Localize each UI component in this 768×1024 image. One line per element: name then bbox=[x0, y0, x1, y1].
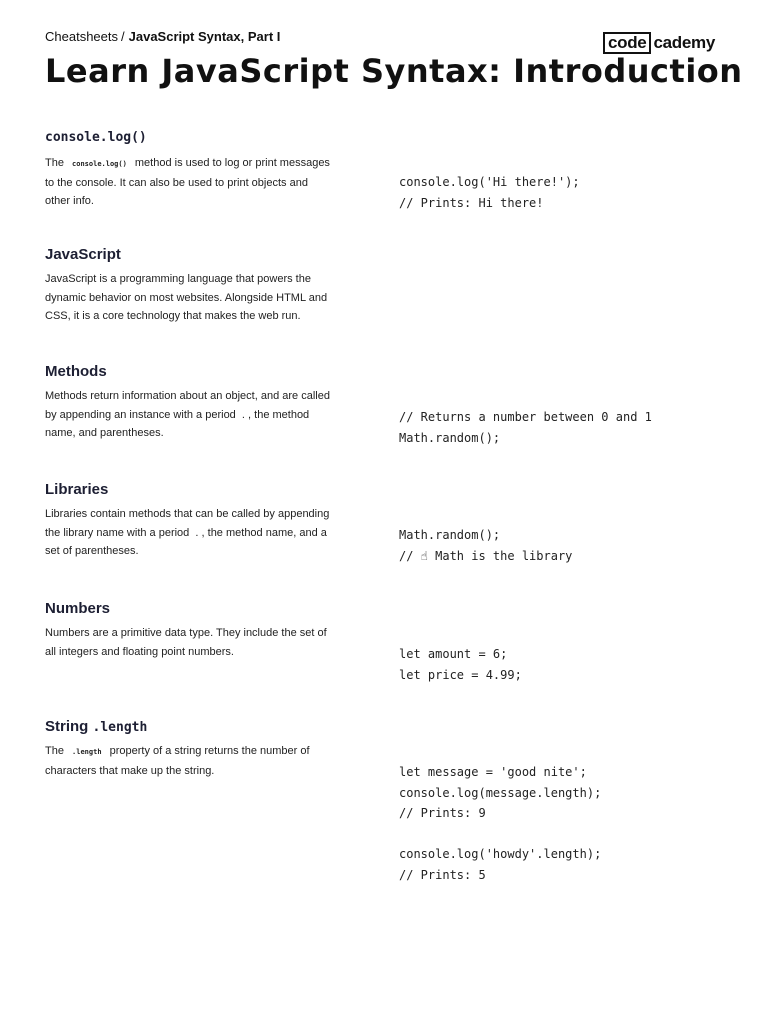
logo-cademy: cademy bbox=[653, 33, 715, 52]
inline-code: .length bbox=[72, 748, 102, 756]
section-console-log bbox=[45, 126, 725, 210]
page-title: Learn JavaScript Syntax: Introduction bbox=[45, 52, 743, 90]
section-description: Methods return information about an object, and are called by appending an instance with a period . , the method name, and parentheses. bbox=[45, 390, 334, 439]
section-description: Numbers are a primitive data type. They include the set of all integers and floating point numbers. bbox=[45, 627, 327, 658]
breadcrumb-cheatsheets-link[interactable]: Cheatsheets bbox=[45, 29, 118, 44]
inline-code: console.log() bbox=[72, 160, 127, 168]
section-string-length bbox=[45, 716, 725, 882]
codecademy-logo[interactable] bbox=[603, 32, 715, 54]
desc-text: method is used to log or print messages to the console. It can also be used to print objects and other info. bbox=[45, 157, 330, 207]
desc-text: property of a string returns the number of characters that make up the string. bbox=[45, 745, 310, 777]
code-example: // Returns a number between 0 and 1 Math.random(); bbox=[399, 410, 652, 445]
section-title bbox=[45, 126, 725, 148]
code-example: let amount = 6; let price = 4.99; bbox=[399, 647, 522, 682]
breadcrumb-current: JavaScript Syntax, Part I bbox=[128, 29, 281, 44]
page-header bbox=[45, 28, 725, 52]
section-title: Numbers bbox=[45, 600, 111, 617]
section-numbers bbox=[45, 598, 725, 682]
section-description: JavaScript is a programming language that powers the dynamic behavior on most websites. Alongside HTML and CSS, it is a core technology that makes the web run. bbox=[45, 273, 328, 322]
logo-code-box: code bbox=[603, 32, 651, 54]
section-description bbox=[45, 154, 330, 211]
section-description bbox=[45, 742, 330, 780]
desc-text: The bbox=[45, 745, 64, 757]
section-title: JavaScript bbox=[45, 246, 121, 263]
section-title: Libraries bbox=[45, 481, 109, 498]
section-javascript bbox=[45, 244, 725, 322]
section-title-text: String bbox=[45, 718, 89, 735]
section-methods bbox=[45, 361, 725, 445]
section-title: Methods bbox=[45, 363, 107, 380]
section-title-code: .length bbox=[92, 720, 148, 735]
section-title bbox=[45, 716, 725, 738]
desc-text: The bbox=[45, 157, 64, 169]
breadcrumb-separator: / bbox=[121, 29, 125, 44]
section-description: Libraries contain methods that can be called by appending the library name with a period . , the method name, and a set of parentheses. bbox=[45, 508, 333, 557]
section-title-code: console.log() bbox=[45, 130, 147, 145]
code-example: console.log('Hi there!'); // Prints: Hi there! bbox=[399, 175, 580, 210]
section-libraries bbox=[45, 479, 725, 563]
code-example: Math.random(); // ☝ Math is the library bbox=[399, 528, 573, 563]
code-example: let message = 'good nite'; console.log(message.length); // Prints: 9 console.log('howdy'.length); // Prints: 5 bbox=[399, 765, 602, 882]
